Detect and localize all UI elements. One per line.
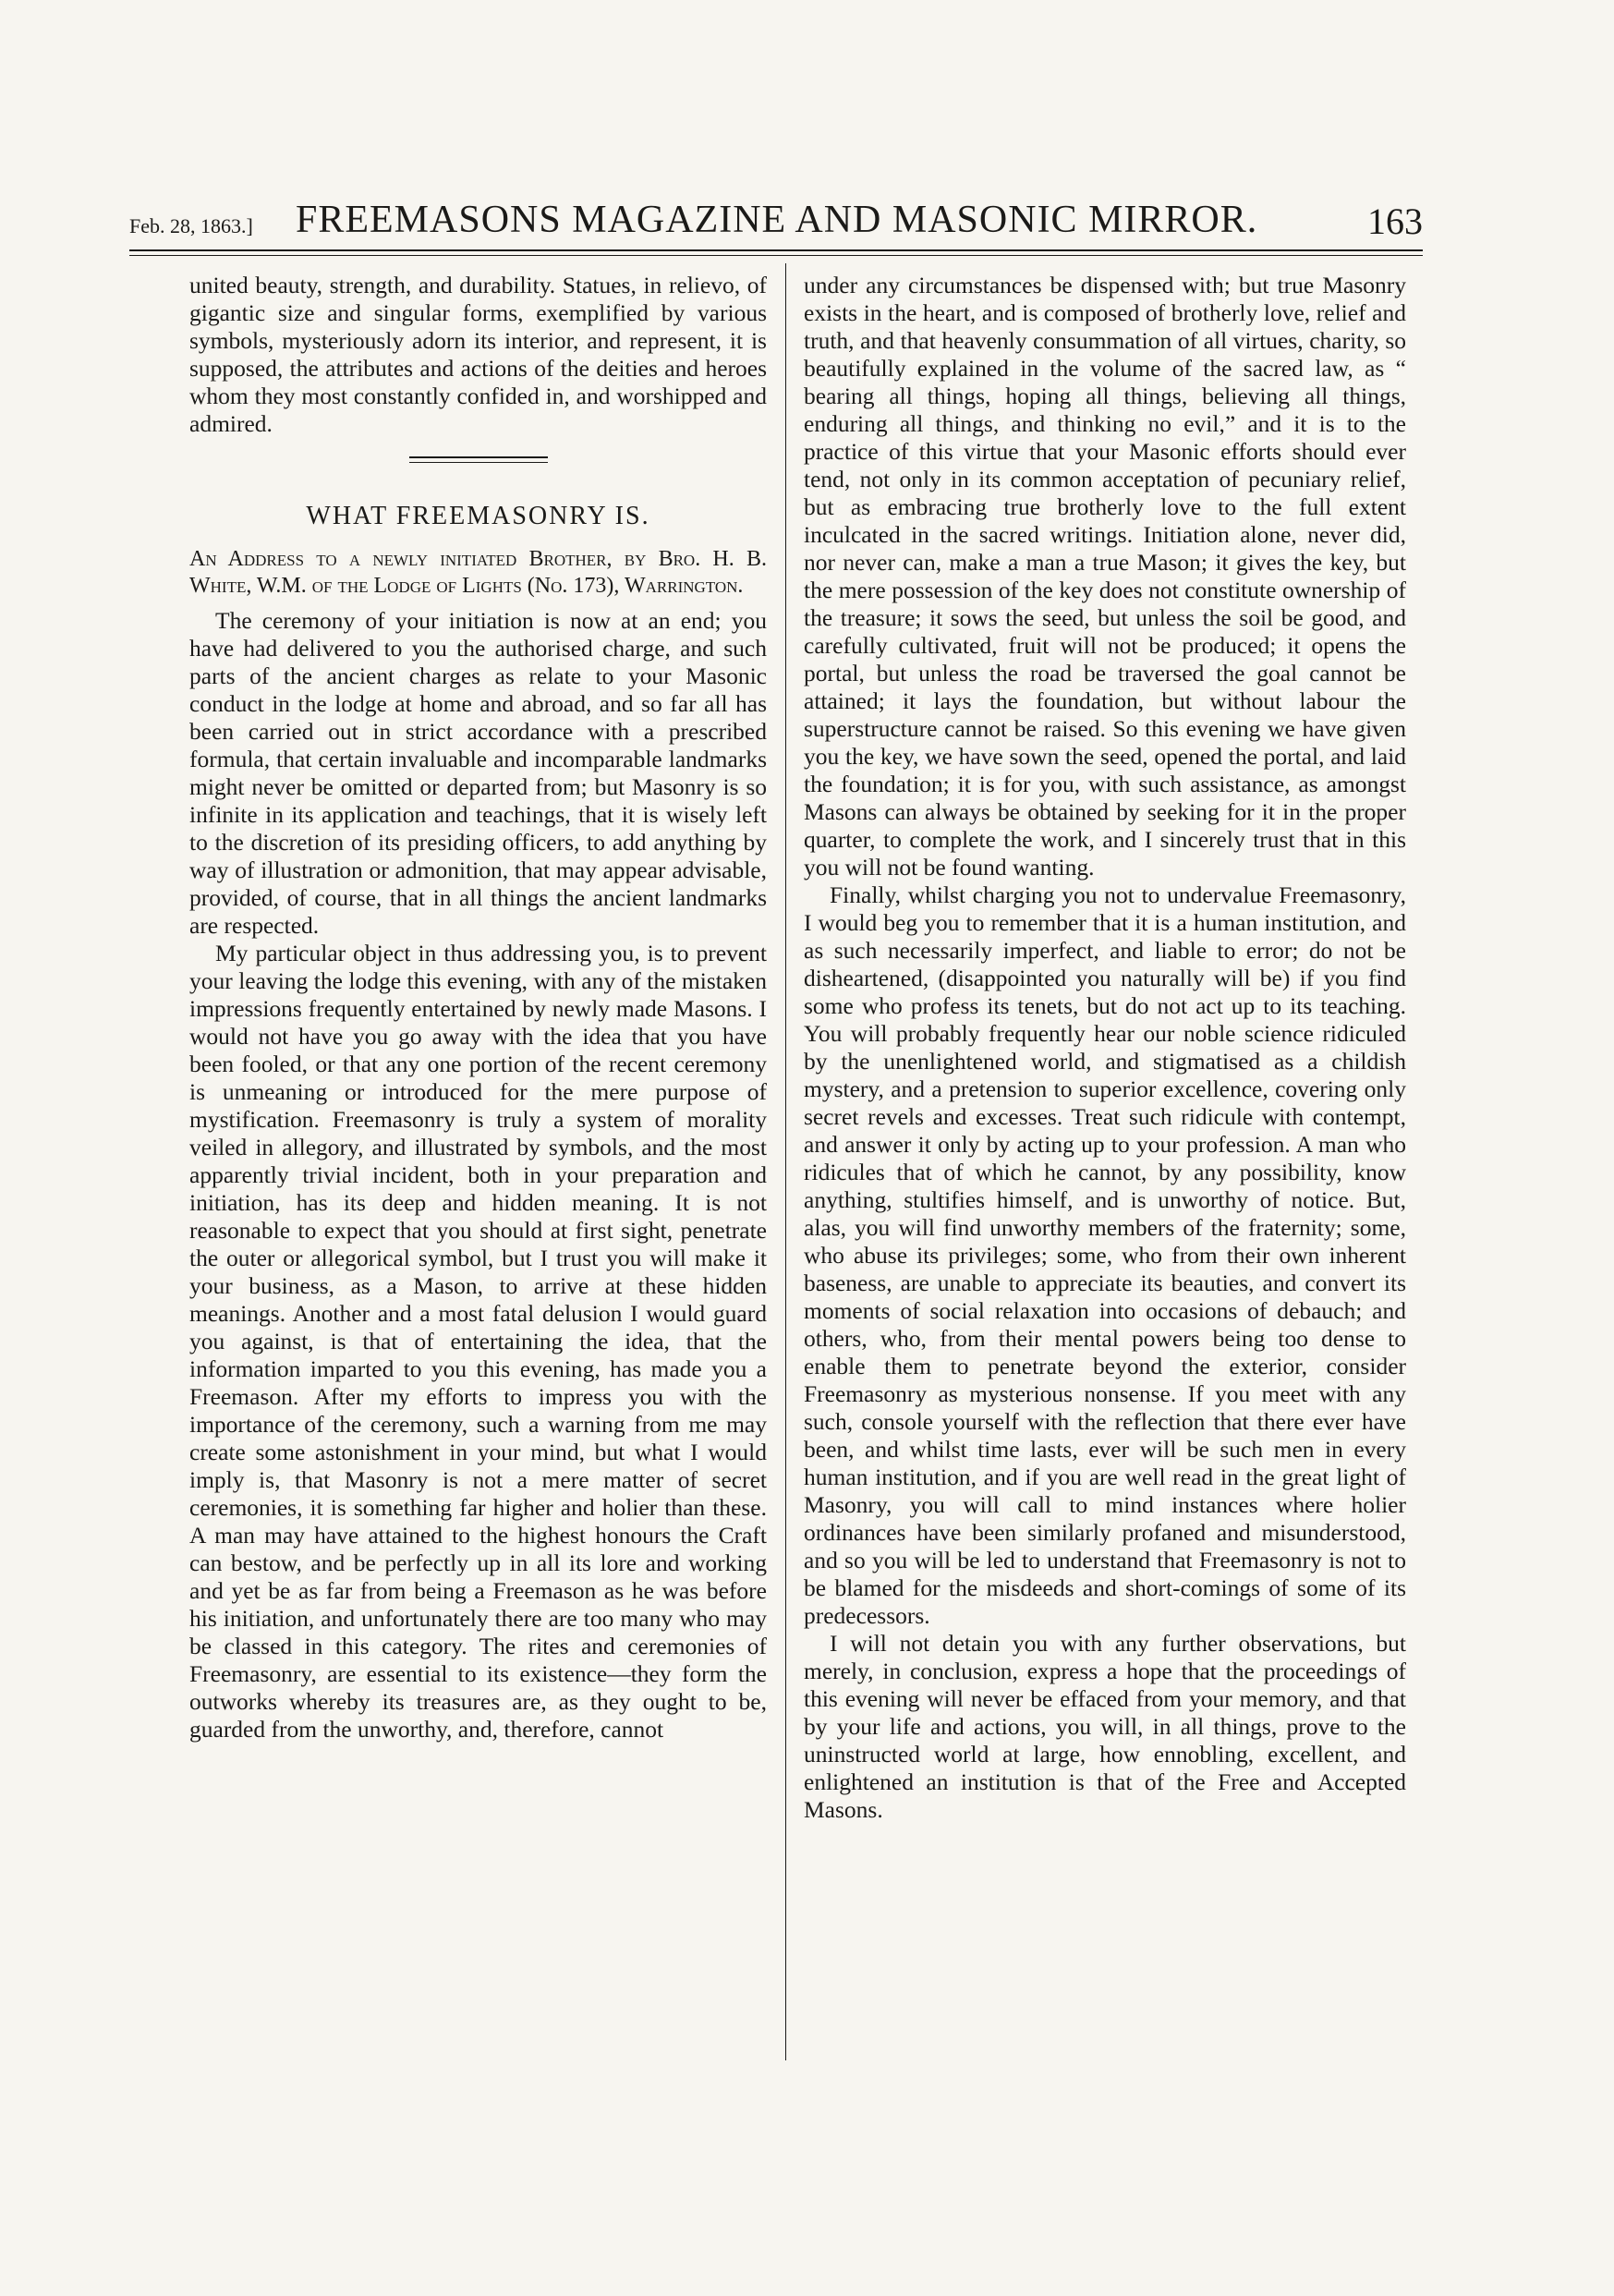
section-ornament (189, 456, 767, 463)
article-paragraph: My particular object in thus addressing you, is to prevent your leaving the lodge this evening, with any of the mistaken impressions frequently entertained by newly made Masons. I would not have you go away with the idea that you have been fooled, or that any one portion of the recent ceremony is unmeaning or introduced for the mere purpose of mystification. Freemasonry is truly a system of morality veiled in allegory, and illustrated by symbols, and the most apparently trivial incident, both in your preparation and initiation, has its deep and hidden meaning. It is not reasonable to expect that you should at first sight, penetrate the outer or allegorical symbol, but I trust you will make it your business, as a Mason, to arrive at these hidden meanings. Another and a most fatal delusion I would guard you against, is that of entertaining the idea, that the information imparted to you this evening, has made you a Freemason. After my efforts to impress you with the importance of the ceremony, such a warning from me may create some astonishment in your mind, but what I would imply is, that Masonry is not a mere matter of secret ceremonies, it is something far higher and holier than these. A man may have attained to the highest honours the Craft can bestow, and be perfectly up in all its lore and working and yet be as far from being a Freemason as he was before his initiation, and unfortunately there are too many who may be classed in this category. The rites and ceremonies of Freemasonry, are essential to its existence—they form the outworks whereby its treasures are, as they ought to be, guarded from the unworthy, and, therefore, cannot (189, 940, 767, 1743)
header-rule (129, 249, 1423, 251)
page-header (129, 196, 1423, 251)
publication-title: FREEMASONS MAGAZINE AND MASONIC MIRROR. (296, 199, 1258, 241)
article-paragraph: under any circumstances be dispensed with; but true Masonry exists in the heart, and is composed of brotherly love, relief and truth, and that heavenly consummation of all virtues, charity, so beautifully explained in the volume of the sacred law, as “ bearing all things, hoping all things, believing all things, enduring all things, and thinking no evil,” and it is to the practice of this virtue that your Masonic efforts should ever tend, not only in its common acceptation of pecuniary relief, but as embracing true brotherly love to the full extent inculcated in the sacred writings. Initiation alone, never did, nor never can, make a man a true Mason; it gives the key, but the mere possession of the key does not constitute ownership of the treasure; it sows the seed, but unless the soil be good, and carefully cultivated, fruit will not be produced; it opens the portal, but unless the road be traversed the goal cannot be attained; it lays the foundation, but without labour the superstructure cannot be raised. So this evening we have given you the key, we have sown the seed, opened the portal, and laid the foundation; it is for you, with such assistance, as amongst Masons can always be obtained by seeking for it in the proper quarter, to complete the work, and I sincerely trust that in this you will not be found wanting. (804, 272, 1406, 881)
article-byline: An Address to a newly initiated Brother, by Bro. H. B. White, W.M. of the Lodge of Lights (No. 173), Warrington. (189, 547, 767, 598)
column-divider (785, 263, 786, 2060)
issue-date: Feb. 28, 1863.] (129, 214, 253, 237)
article-title: WHAT FREEMASONRY IS. (306, 502, 650, 530)
header-rule-thin (129, 255, 1423, 256)
continued-paragraph: united beauty, strength, and durability. Statues, in relievo, of gigantic size and singular forms, exemplified by various symbols, mysteriously adorn its interior, and represent, it is supposed, the attributes and actions of the deities and heroes whom they most constantly confided in, and worshipped and admired. (189, 272, 767, 437)
article-paragraph: I will not detain you with any further observations, but merely, in conclusion, express a hope that the proceedings of this evening will never be effaced from your memory, and that by your life and actions, you will, in all things, prove to the uninstructed world at large, how ennobling, excellent, and enlightened an institution is that of the Free and Accepted Masons. (804, 1630, 1406, 1823)
right-column (804, 272, 1406, 1824)
left-column (189, 272, 767, 1743)
article-paragraph: The ceremony of your initiation is now at an end; you have had delivered to you the authorised charge, and such parts of the ancient charges as relate to your Masonic conduct in the lodge at home and abroad, and so far all has been carried out in strict accordance with a prescribed formula, that certain invaluable and incomparable landmarks might never be omitted or departed from; but Masonry is so infinite in its application and teachings, that it is wisely left to the discretion of its presiding officers, to add anything by way of illustration or admonition, that may appear advisable, provided, of course, that in all things the ancient landmarks are respected. (189, 607, 767, 939)
page-number: 163 (1367, 200, 1423, 242)
article-paragraph: Finally, whilst charging you not to undervalue Freemasonry, I would beg you to remember that it is a human institution, and as such necessarily imperfect, and liable to error; do not be disheartened, (disappointed you naturally will be) if you find some who profess its tenets, but do not act up to its teaching. You will probably frequently hear our noble science ridiculed by the unenlightened world, and stigmatised as a childish mystery, and a pretension to superior excellence, covering only secret revels and excesses. Treat such ridicule with contempt, and answer it only by acting up to your profession. A man who ridicules that of which he cannot, by any possibility, know anything, stultifies himself, and is unworthy of notice. But, alas, you will find unworthy members of the fraternity; some, who abuse its privileges; some, who from their own inherent baseness, are unable to appreciate its beauties, and convert its moments of social relaxation into occasions of debauch; and others, who, from their mental powers being too dense to enable them to penetrate beyond the exterior, consider Freemasonry as mysterious nonsense. If you meet with any such, console yourself with the reflection that there ever have been, and whilst time lasts, ever will be such men in every human institution, and if you are well read in the great light of Masonry, you will call to mind instances where holier ordinances have been similarly profaned and misunderstood, and so you will be led to understand that Freemasonry is not to be blamed for the misdeeds and short-comings of some of its predecessors. (804, 881, 1406, 1629)
